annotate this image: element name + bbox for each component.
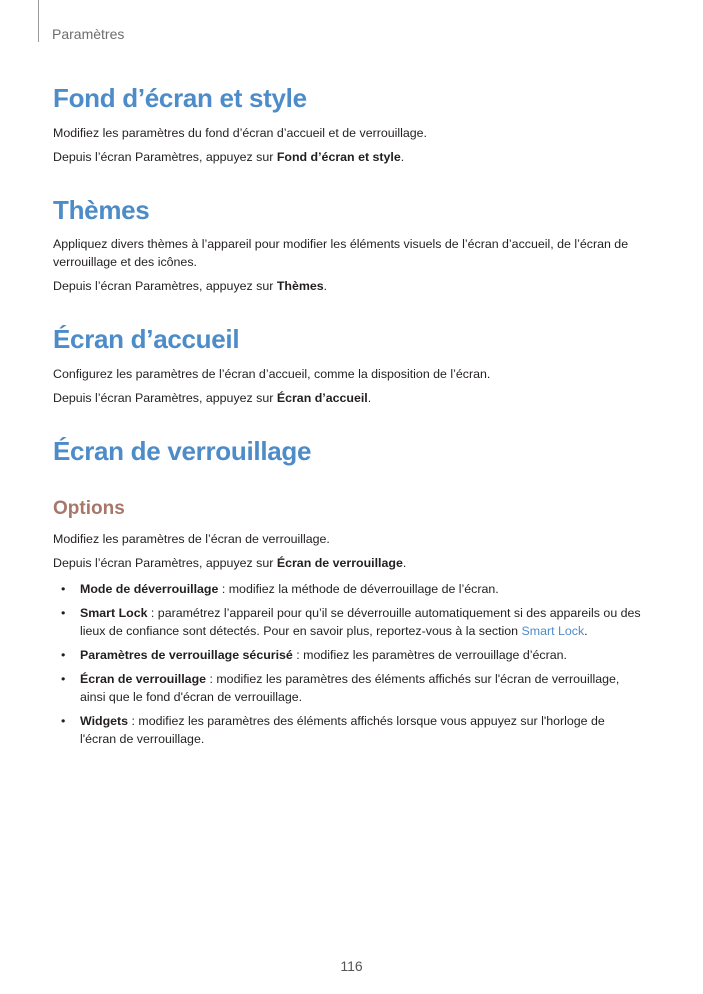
path-target: Fond d’écran et style: [276, 149, 401, 164]
item-text: : modifiez les paramètres des éléments affichés sur l'écran de verrouillage, ainsi que le fond d'écran de verrouillage.: [80, 671, 620, 704]
section-description: Modifiez les paramètres du fond d’écran d’accueil et de verrouillage.: [53, 125, 427, 140]
item-term: Écran de verrouillage: [80, 671, 207, 686]
page-number: 116: [340, 958, 363, 974]
list-item: [53, 580, 643, 598]
path-prefix: Depuis l’écran Paramètres, appuyez sur: [53, 390, 277, 405]
path-suffix: .: [367, 390, 372, 405]
path-target: Écran d’accueil: [276, 390, 368, 405]
path-suffix: .: [402, 555, 407, 570]
section-description: Configurez les paramètres de l’écran d’accueil, comme la disposition de l’écran.: [53, 366, 491, 381]
list-item: [53, 670, 643, 706]
section-title: Thèmes: [53, 194, 150, 225]
subsection-description: Modifiez les paramètres de l’écran de verrouillage.: [53, 531, 330, 546]
item-term: Paramètres de verrouillage sécurisé: [80, 647, 293, 662]
section-path: [53, 277, 643, 295]
subsection-path: [53, 554, 643, 572]
section-lock-screen: [53, 435, 643, 748]
section-path: [53, 389, 643, 407]
section-title: Écran d’accueil: [53, 324, 240, 354]
smart-lock-link[interactable]: Smart Lock: [521, 623, 585, 638]
path-target: Thèmes: [276, 279, 324, 293]
list-item: [53, 712, 643, 748]
section-wallpaper: [53, 82, 643, 166]
bullet: •: [61, 647, 66, 662]
path-prefix: Depuis l’écran Paramètres, appuyez sur: [53, 149, 277, 164]
section-path: [53, 148, 643, 166]
bullet: •: [61, 581, 66, 596]
item-text-end: .: [584, 623, 588, 638]
item-term: Widgets: [80, 713, 129, 728]
page-content: [53, 82, 643, 754]
header-rule: [38, 0, 39, 42]
bullet: •: [61, 671, 66, 686]
list-item: [53, 604, 643, 640]
section-themes: [53, 194, 643, 296]
path-suffix: .: [400, 149, 405, 164]
path-suffix: .: [323, 279, 328, 293]
section-description: Appliquez divers thèmes à l’appareil pour modifier les éléments visuels de l’écran d’accueil, de l’écran de verrouillage et des icônes.: [53, 237, 629, 269]
item-term: Smart Lock: [80, 605, 148, 620]
path-prefix: Depuis l’écran Paramètres, appuyez sur: [53, 555, 277, 570]
bullet: •: [61, 713, 66, 728]
item-term: Mode de déverrouillage: [80, 581, 219, 596]
item-text: : modifiez les paramètres des éléments affichés lorsque vous appuyez sur l'horloge de l'écran de verrouillage.: [80, 713, 605, 746]
subsection-options: [53, 497, 643, 748]
options-list: [53, 580, 643, 748]
section-title: Fond d’écran et style: [53, 83, 307, 113]
item-text: : modifiez les paramètres de verrouillage d’écran.: [292, 647, 567, 662]
item-text: : paramétrez l’appareil pour qu’il se déverrouille automatiquement si des appareils ou des lieux de confiance sont détectés. Pour en savoir plus, reportez-vous à la section: [80, 605, 641, 638]
path-target: Écran de verrouillage: [276, 555, 403, 570]
section-title: Écran de verrouillage: [53, 435, 312, 466]
path-prefix: Depuis l’écran Paramètres, appuyez sur: [53, 279, 277, 293]
item-text: : modifiez la méthode de déverrouillage de l’écran.: [218, 581, 499, 596]
header-label: Paramètres: [52, 26, 125, 42]
list-item: [53, 646, 643, 664]
section-home-screen: [53, 323, 643, 407]
subsection-title: Options: [53, 498, 125, 519]
bullet: •: [61, 605, 66, 620]
